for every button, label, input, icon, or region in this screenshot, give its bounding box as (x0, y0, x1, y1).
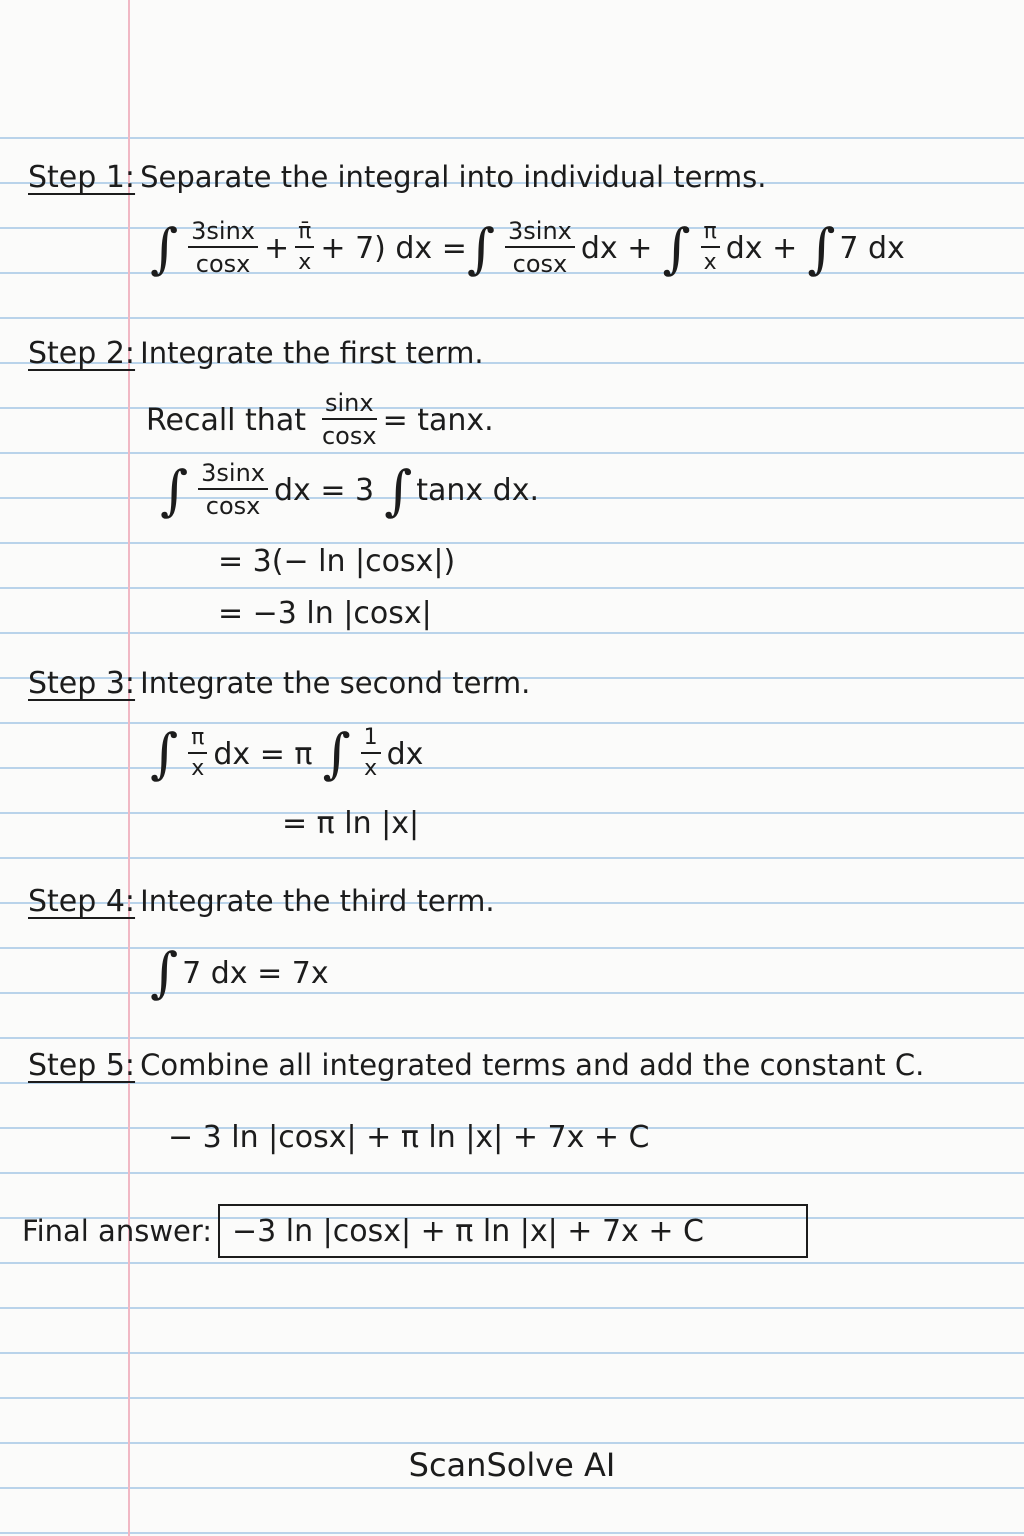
integral-sign: ∫ (807, 216, 836, 280)
step-2-equation: ∫ $\frac{3\sin x}{\cos x}$ dx = 3 ∫ tanx dx. (160, 458, 540, 522)
integral-sign: ∫ (150, 216, 179, 280)
final-answer-box (218, 1204, 808, 1258)
fraction: $\frac{3\sin x}{\cos x}$ (188, 218, 258, 279)
integral-sign: ∫ (384, 458, 413, 522)
fraction: $\frac{1}{x}$ (361, 726, 381, 783)
step-5-heading (28, 1048, 924, 1083)
step-4-equation: ∫ 7 dx = 7x (150, 941, 329, 1004)
fraction: $\frac{3\sin x}{\cos x}$ (198, 460, 268, 521)
step-3-equation: ∫ $\frac{\pi}{x}$ dx = π ∫ $\frac{1}{x}$ dx (150, 722, 424, 786)
integral-sign: ∫ (150, 941, 179, 1004)
step-1-text: Separate the integral into individual terms. (140, 160, 767, 194)
integral-sign: ∫ (662, 216, 691, 280)
step-4-heading (28, 884, 495, 919)
step-3-text: Integrate the second term. (140, 666, 531, 700)
step-2-recall: Recall that $\frac{\sin x}{\cos x}$ = tanx. (146, 389, 494, 451)
integral-sign: ∫ (160, 458, 189, 522)
fraction: $\frac{\pi}{x}$ (188, 726, 207, 783)
step-5-equation: − 3 ln |cosx| + π ln |x| + 7x + C (168, 1120, 650, 1155)
integral-sign: ∫ (150, 722, 179, 786)
brand-footer: ScanSolve AI (408, 1446, 616, 1484)
fraction: $\frac{\sin x}{\cos x}$ (321, 389, 377, 451)
step-1-equation: ∫ $\frac{3\sin x}{\cos x}$ + $\frac{\pī}{x}$ + 7) dx = ∫ $\frac{3\sin x}{\cos x}$ dx + ∫ $\frac{\pi}{x}$ dx + ∫ 7 dx (150, 216, 905, 280)
step-5-text: Combine all integrated terms and add the constant C. (140, 1048, 925, 1082)
margin-line (128, 0, 130, 1536)
step-3-label: Step 3: (28, 666, 136, 701)
page-top-blank (0, 0, 1024, 120)
step-2-heading (28, 336, 484, 371)
fraction: $\frac{3\sin x}{\cos x}$ (505, 218, 575, 279)
integral-sign: ∫ (322, 722, 351, 786)
step-2-text: Integrate the first term. (140, 336, 484, 370)
fraction: $\frac{\pī}{x}$ (295, 220, 314, 277)
step-3-line-2: = π ln |x| (282, 806, 420, 841)
step-2-line-2: = 3(− ln |cosx|) (218, 544, 456, 579)
step-2-label: Step 2: (28, 336, 136, 371)
step-1-heading (28, 160, 766, 195)
step-5-label: Step 5: (28, 1048, 136, 1083)
step-4-label: Step 4: (28, 884, 136, 919)
step-4-text: Integrate the third term. (140, 884, 495, 918)
step-3-heading (28, 666, 530, 701)
final-answer-label: Final answer: (22, 1214, 213, 1248)
fraction: $\frac{\pi}{x}$ (701, 220, 720, 277)
final-answer-value: −3 ln |cosx| + π ln |x| + 7x + C (232, 1213, 704, 1249)
step-1-label: Step 1: (28, 160, 136, 195)
integral-sign: ∫ (466, 216, 496, 280)
step-2-line-3: = −3 ln |cosx| (218, 596, 432, 631)
